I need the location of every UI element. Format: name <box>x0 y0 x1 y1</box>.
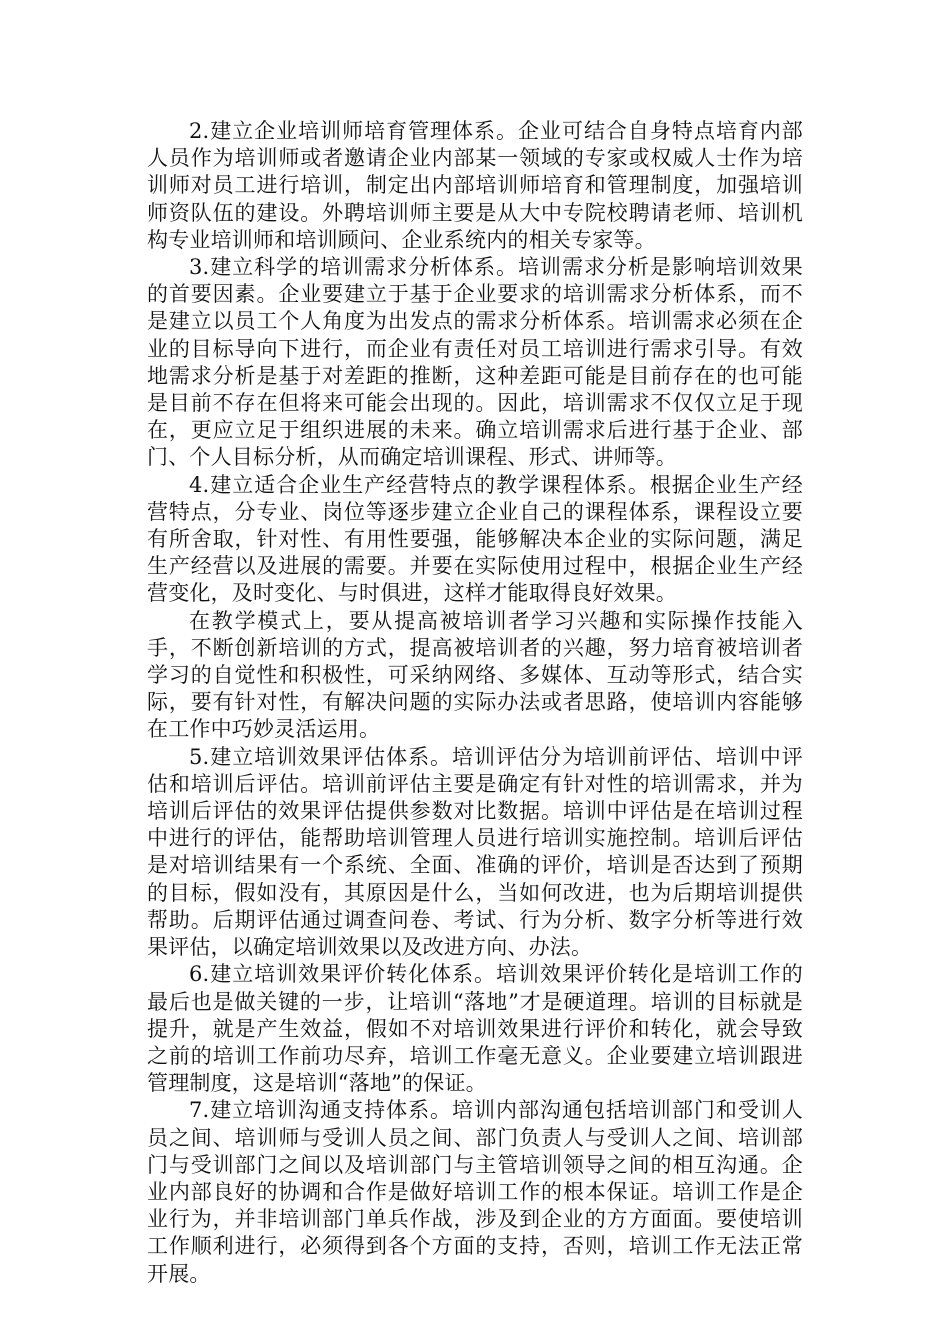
paragraph-curriculum-system: 4.建立适合企业生产经营特点的教学课程体系。根据企业生产经营特点，分专业、岗位等逐步建立企业自己的课程体系，课程设立要有所舍取，针对性、有用性要强，能够解决本企业的实际问题，满足生产经营以及进展的需要。并要在实际使用过程中，根据企业生产经营变化，及时变化、与时俱进，这样才能取得良好效果。 <box>147 472 803 606</box>
paragraph-transfer-system: 6.建立培训效果评价转化体系。培训效果评价转化是培训工作的最后也是做关键的一步，让培训“落地”才是硬道理。培训的目标就是提升，就是产生效益，假如不对培训效果进行评价和转化，就会导致之前的培训工作前功尽弃，培训工作毫无意义。企业要建立培训跟进管理制度，这是培训“落地”的保证。 <box>147 962 803 1096</box>
document-body <box>147 118 803 1288</box>
paragraph-evaluation-system: 5.建立培训效果评估体系。培训评估分为培训前评估、培训中评估和培训后评估。培训前评估主要是确定有针对性的培训需求，并为培训后评估的效果评估提供参数对比数据。培训中评估是在培训过程中进行的评估，能帮助培训管理人员进行培训实施控制。培训后评估是对培训结果有一个系统、全面、准确的评价，培训是否达到了预期的目标，假如没有，其原因是什么，当如何改进，也为后期培训提供帮助。后期评估通过调查问卷、考试、行为分析、数字分析等进行效果评估，以确定培训效果以及改进方向、办法。 <box>147 744 803 960</box>
paragraph-needs-analysis: 3.建立科学的培训需求分析体系。培训需求分析是影响培训效果的首要因素。企业要建立于基于企业要求的培训需求分析体系，而不是建立以员工个人角度为出发点的需求分析体系。培训需求必须在企业的目标导向下进行，而企业有责任对员工培训进行需求引导。有效地需求分析是基于对差距的推断，这种差距可能是目前存在的也可能是目前不存在但将来可能会出现的。因此，培训需求不仅仅立足于现在，更应立足于组织进展的未来。确立培训需求后进行基于企业、部门、个人目标分析，从而确定培训课程、形式、讲师等。 <box>147 255 803 470</box>
paragraph-communication-system: 7.建立培训沟通支持体系。培训内部沟通包括培训部门和受训人员之间、培训师与受训人员之间、部门负责人与受训人之间、培训部门与受训部门之间以及培训部门与主管培训领导之间的相互沟通。企业内部良好的协调和合作是做好培训工作的根本保证。培训工作是企业行为，并非培训部门单兵作战，涉及到企业的方方面面。要使培训工作顺利进行，必须得到各个方面的支持，否则，培训工作无法正常开展。 <box>147 1098 803 1286</box>
paragraph-teaching-mode: 在教学模式上，要从提高被培训者学习兴趣和实际操作技能入手，不断创新培训的方式，提高被培训者的兴趣，努力培育被培训者学习的自觉性和积极性，可采纳网络、多媒体、互动等形式，结合实际，要有针对性，有解决问题的实际办法或者思路，使培训内容能够在工作中巧妙灵活运用。 <box>147 608 803 742</box>
paragraph-trainer-system: 2.建立企业培训师培育管理体系。企业可结合自身特点培育内部人员作为培训师或者邀请企业内部某一领域的专家或权威人士作为培训师对员工进行培训，制定出内部培训师培育和管理制度，加强培训师资队伍的建设。外聘培训师主要是从大中专院校聘请老师、培训机构专业培训师和培训顾问、企业系统内的相关专家等。 <box>147 119 803 252</box>
